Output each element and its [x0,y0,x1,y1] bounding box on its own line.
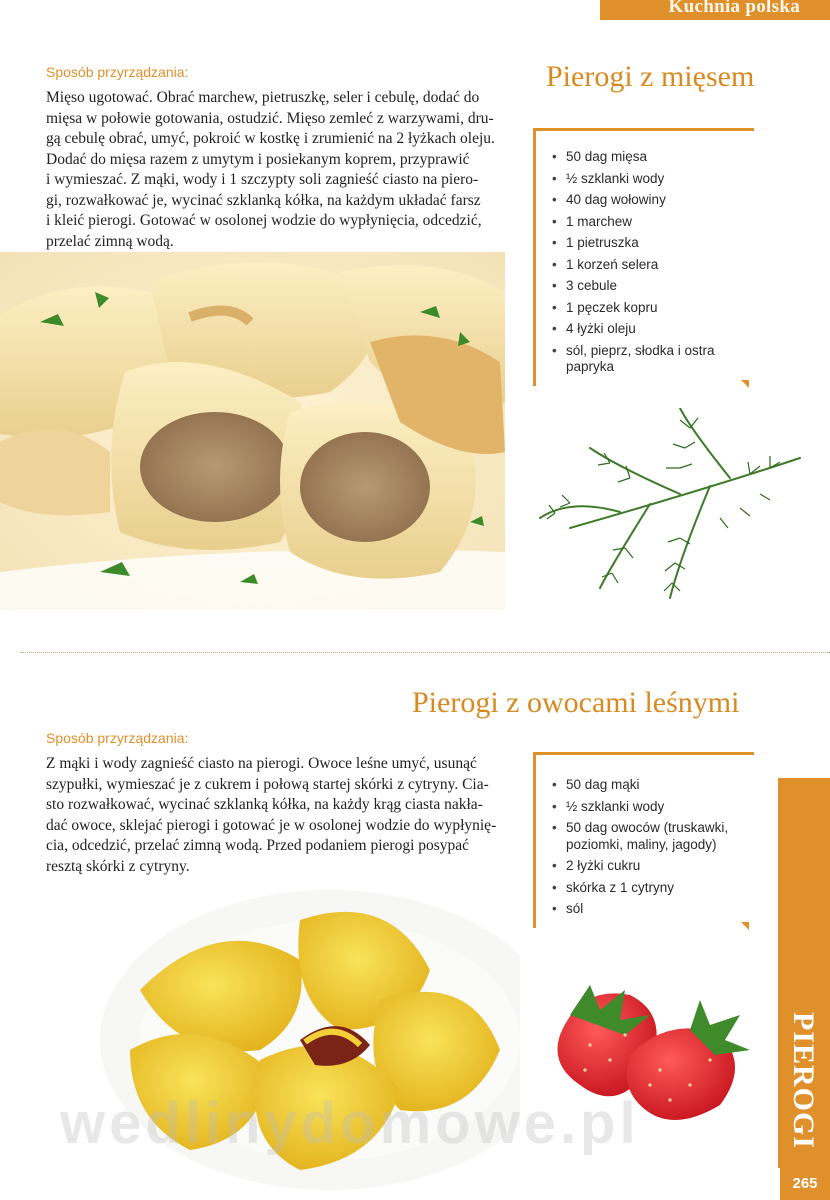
side-tab-label-wrap [778,1000,830,1160]
ingredient-item: • 2 łyżki cukru [552,858,752,875]
ingredient-list [552,777,752,918]
text-line: Mięso ugotować. Obrać marchew, pietruszkę, seler i cebulę, dodać do [46,89,480,106]
ingredients-box [533,752,746,928]
text-line: i wymieszać. Z mąki, wody i 1 szczypty soli zagnieść ciasto na piero- [46,171,479,188]
ingredient-item: • sól [552,901,752,918]
ingredient-item: • 1 pęczek kopru [552,300,742,317]
text-line: cia, odcedzić, przelać zimną wodą. Przed podaniem pierogi posypać [46,837,470,854]
text-line: mięsa w połowie gotowania, ostudzić. Mięso zemleć z warzywami, dru- [46,109,494,127]
side-tab-label: PIEROGI [787,1012,820,1150]
ingredients-box-top [536,128,754,131]
box-corner [741,380,749,388]
preparation-label: Sposób przyrządzania: [46,64,189,80]
preparation-label: Sposób przyrządzania: [46,730,189,746]
section-title: Kuchnia polska [668,0,800,17]
ingredient-list [552,149,742,376]
ingredients-box [533,128,746,386]
ingredient-item: • ½ szklanki wody [552,171,742,188]
recipe-description [46,754,508,877]
text-line: sto rozwałkować, wycinać szklanką kółka, na każdy krąg ciasta nakła- [46,796,483,813]
recipe-title: Pierogi z owocami leśnymi [412,686,740,719]
ingredient-item: • ½ szklanki wody [552,799,752,816]
ingredient-item: • 50 dag mięsa [552,149,742,166]
text-line: i kleić pierogi. Gotować w osolonej wodzie do wypłynięcia, odcedzić, [46,212,482,229]
ingredient-item: • 1 pietruszka [552,235,742,252]
ingredients-box-top [536,752,754,755]
text-line: gi, rozwałkować je, wycinać szklanką kółka, na każdym układać farsz [46,191,481,209]
dill-image [530,408,810,608]
box-corner [741,922,749,930]
text-line: gą cebulę obrać, umyć, pokroić w kostkę i zrumienić na 2 łyżkach oleju. [46,130,495,147]
section-divider [20,652,830,653]
ingredient-item: • 50 dag mąki [552,777,752,794]
ingredient-item: • sól, pieprz, słodka i ostra papryka [552,343,742,376]
watermark: wedlinydomowe.pl [60,1091,640,1156]
ingredient-item: • 4 łyżki oleju [552,321,742,338]
page-number: 265 [780,1168,830,1200]
recipe-description [46,88,508,252]
text-line: Z mąki i wody zagnieść ciasto na pierogi. Owoce leśne umyć, usunąć [46,755,477,772]
text-line: przelać zimną wodą. [46,232,174,250]
text-line: Dodać do mięsa razem z umytym i posiekanym koprem, przyprawić [46,150,470,168]
recipe-title: Pierogi z mięsem [546,60,755,93]
ingredient-item: • skórka z 1 cytryny [552,880,752,897]
ingredient-item: • 50 dag owoców (truskawki, poziomki, maliny, jagody) [552,820,752,853]
text-line: resztą skórki z cytryny. [46,857,190,875]
ingredient-item: • 40 dag wołowiny [552,192,742,209]
ingredient-item: • 3 cebule [552,278,742,295]
text-line: dać owoce, sklejać pierogi i gotować je w osolonej wodzie do wypłynię- [46,816,497,834]
meat-pierogi-photo [0,252,505,610]
ingredient-item: • 1 korzeń selera [552,257,742,274]
ingredient-item: • 1 marchew [552,214,742,231]
text-line: szypułki, wymieszać je z cukrem i połową startej skórki z cytryny. Cia- [46,775,489,793]
